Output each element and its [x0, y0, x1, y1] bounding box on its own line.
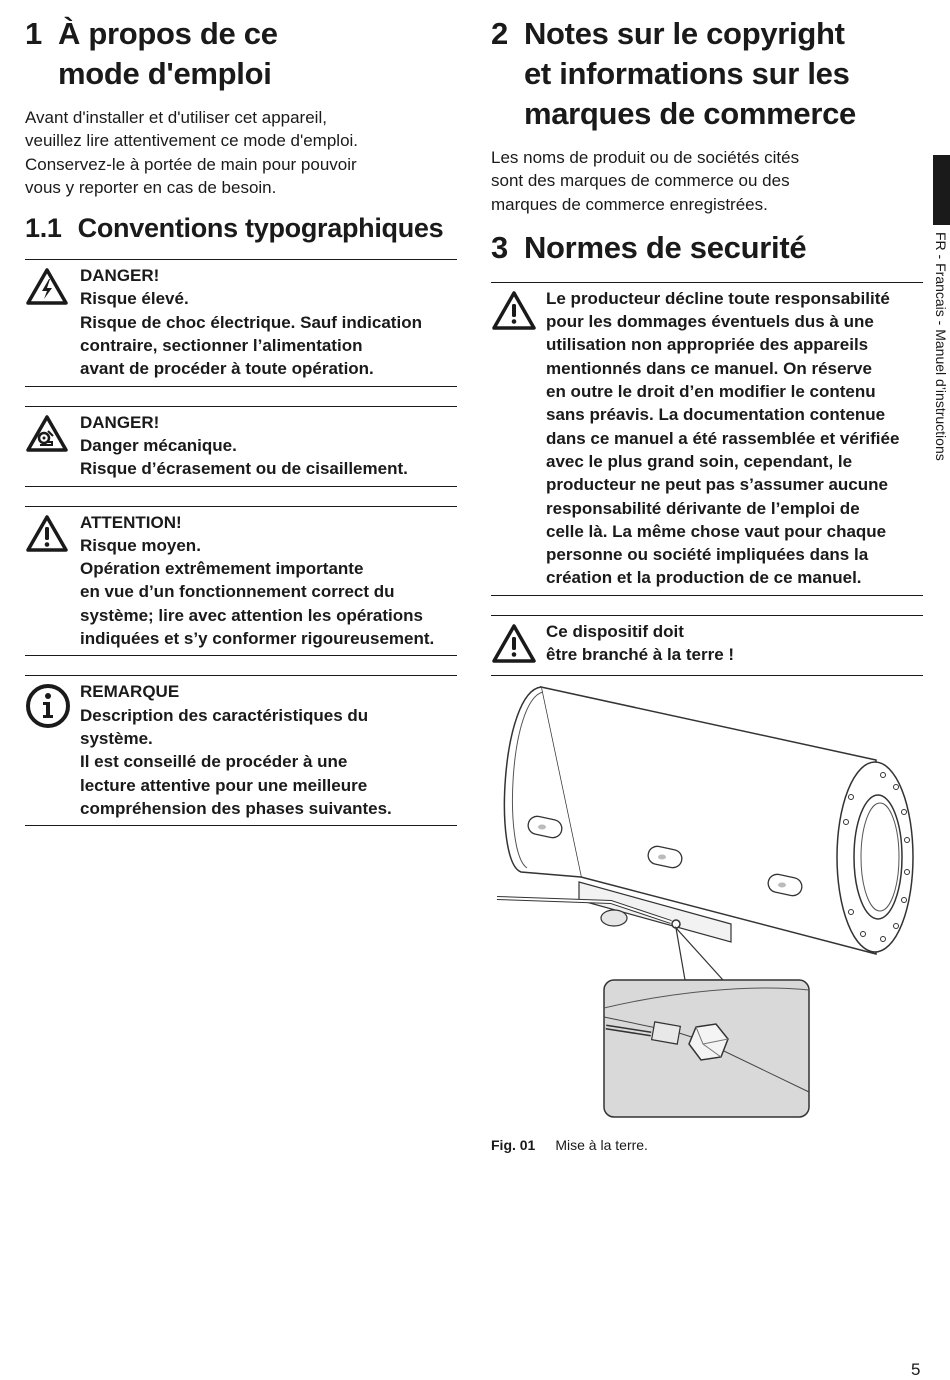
- danger-mechanical-notice: [25, 406, 457, 487]
- earthing-notice: [491, 615, 923, 676]
- figure-label: Fig. 01: [491, 1137, 536, 1153]
- section-2-heading: [491, 14, 923, 134]
- page-number: 5: [911, 1360, 921, 1379]
- section-2-body: Les noms de produit ou de sociétés cités sont des marques de commerce ou des marques de commerce enregistrées.: [491, 148, 800, 214]
- notice-text: DANGER! Danger mécanique. Risque d’écrasement ou de cisaillement.: [80, 412, 408, 479]
- danger-electric-notice: [25, 259, 457, 386]
- section-1-heading: [25, 14, 457, 94]
- section-3-heading: [491, 228, 923, 268]
- section-number: 3: [491, 229, 508, 265]
- notice-text: DANGER! Risque élevé. Risque de choc électrique. Sauf indication contraire, sectionner l’alimentation avant de procéder à toute opération.: [80, 266, 422, 379]
- section-title: À propos de ce mode d'emploi: [57, 16, 278, 91]
- section-number: 1.1: [25, 213, 62, 244]
- section-number: 1: [25, 16, 42, 51]
- side-tab-marker: [933, 155, 950, 225]
- figure-caption: [491, 1136, 648, 1154]
- warning-icon: [491, 620, 546, 670]
- warning-icon: [25, 511, 80, 651]
- figure-caption-text: Mise à la terre.: [555, 1137, 648, 1153]
- left-column: [25, 14, 457, 845]
- info-icon: [25, 680, 80, 820]
- remark-notice: [25, 675, 457, 826]
- electric-hazard-icon: [25, 264, 80, 380]
- notice-text: REMARQUE Description des caractéristiques du système. Il est conseillé de procéder à une lecture attentive pour une meilleure compréhension des phases suivantes.: [80, 682, 392, 818]
- water-heater-illustration: [491, 672, 923, 1122]
- attention-notice: [25, 506, 457, 657]
- warning-icon: [491, 287, 546, 590]
- section-title: Normes de securité: [523, 229, 807, 265]
- liability-notice: [491, 282, 923, 596]
- right-column: [491, 14, 923, 695]
- section-title: Conventions typographiques: [77, 213, 444, 244]
- section-1-1-heading: [25, 211, 457, 245]
- section-1-body: Avant d'installer et d'utiliser cet appareil, veuillez lire attentivement ce mode d'emploi. Conservez-le à portée de main pour pouvoir vous y reporter en cas de besoin.: [25, 108, 359, 197]
- section-number: 2: [491, 16, 508, 51]
- notice-text: Le producteur décline toute responsabilité pour les dommages éventuels dus à une utilisation non appropriée des appareils mentionnés dans ce manuel. On réserve en outre le droit d’en modifier le contenu sans préavis. La documentation contenue dans ce manuel a été rassemblée et vérifiée avec le plus grand soin, cependant, le producteur ne peut pas s’assumer aucune responsabilité dérivante de l’emploi de celle là. La même chose vaut pour chaque personne ou société impliquées dans la création et la production de ce manuel.: [546, 288, 900, 588]
- side-language-label: FR - Francais - Manuel d’instructions: [933, 232, 949, 461]
- mechanical-hazard-icon: [25, 411, 80, 481]
- notice-text: Ce dispositif doit être branché à la terre !: [546, 621, 735, 665]
- notice-text: ATTENTION! Risque moyen. Opération extrêmement importante en vue d’un fonctionnement correct du système; lire avec attention les opérations indiquées et s’y conformer rigoureusement.: [80, 512, 435, 649]
- section-title: Notes sur le copyright et informations sur les marques de commerce: [523, 16, 856, 131]
